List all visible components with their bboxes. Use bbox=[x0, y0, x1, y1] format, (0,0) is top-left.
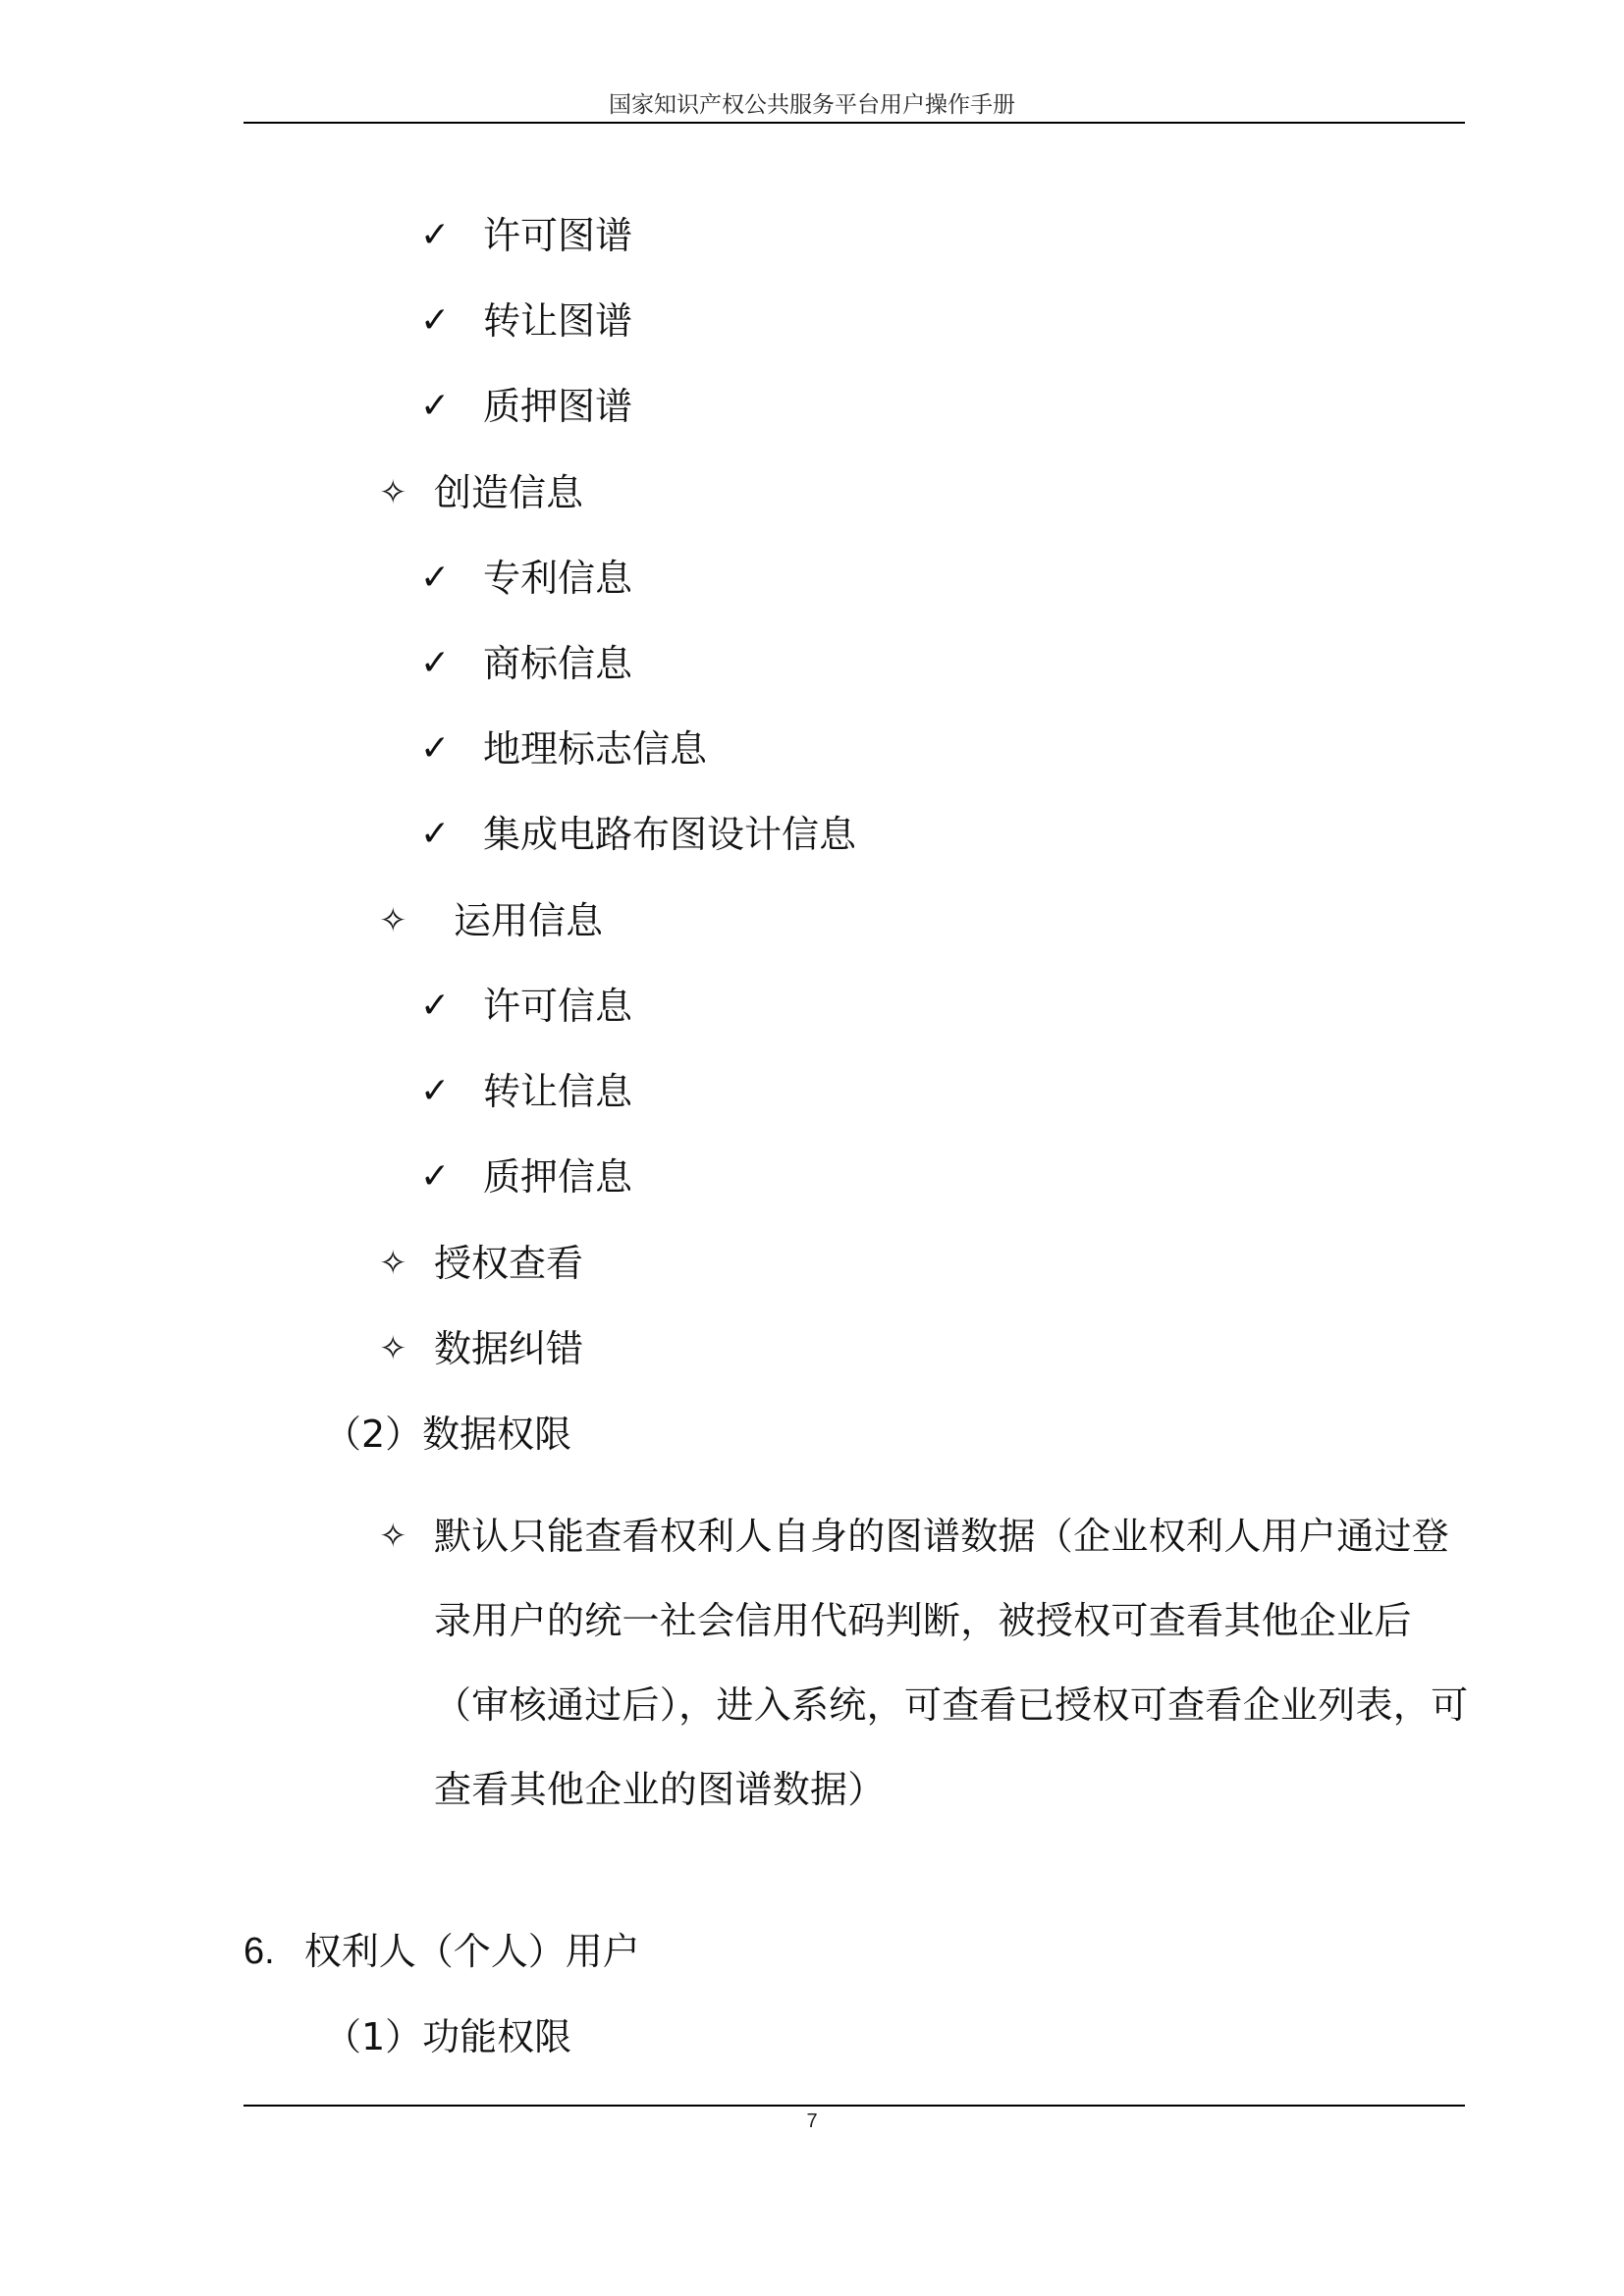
list-item bbox=[420, 642, 632, 685]
list-item-label: 许可信息 bbox=[483, 985, 633, 1028]
footer-rule bbox=[244, 2105, 1465, 2107]
list-item-label: 商标信息 bbox=[483, 642, 633, 685]
checkmark-icon: ✓ bbox=[420, 300, 451, 341]
group-label: 授权查看 bbox=[434, 1242, 584, 1285]
section-heading bbox=[244, 1930, 640, 1973]
checkmark-icon: ✓ bbox=[420, 386, 451, 426]
list-group-heading bbox=[379, 1327, 583, 1370]
paragraph-line: 查看其他企业的图谱数据） bbox=[434, 1768, 886, 1811]
list-group-heading bbox=[379, 471, 583, 514]
diamond-bullet-icon: ✧ bbox=[379, 473, 407, 512]
list-item bbox=[420, 385, 632, 428]
paragraph-line: 录用户的统一社会信用代码判断，被授权可查看其他企业后 bbox=[434, 1599, 1412, 1642]
list-item bbox=[420, 985, 632, 1028]
checkmark-icon: ✓ bbox=[420, 1071, 451, 1111]
list-item-label: 转让信息 bbox=[483, 1070, 633, 1113]
list-item bbox=[420, 214, 632, 257]
diamond-bullet-icon: ✧ bbox=[379, 1517, 407, 1556]
group-label: 创造信息 bbox=[434, 471, 584, 514]
list-item bbox=[420, 557, 632, 600]
list-item bbox=[420, 299, 632, 343]
list-item-label: 转让图谱 bbox=[483, 299, 633, 343]
checkmark-icon: ✓ bbox=[420, 1156, 451, 1197]
list-item-label: 质押图谱 bbox=[483, 385, 633, 428]
group-label: 数据纠错 bbox=[434, 1327, 584, 1370]
list-item-label: 专利信息 bbox=[483, 557, 633, 600]
list-group-heading bbox=[379, 899, 603, 942]
list-item bbox=[420, 1070, 632, 1113]
diamond-bullet-icon: ✧ bbox=[379, 901, 407, 940]
section-number: 6. bbox=[244, 1931, 275, 1972]
list-item-label: 质押信息 bbox=[483, 1155, 633, 1199]
list-item-label: 地理标志信息 bbox=[483, 727, 708, 771]
subsection-heading: （1）功能权限 bbox=[324, 2015, 572, 2058]
checkmark-icon: ✓ bbox=[420, 643, 451, 683]
subsection-heading: （2）数据权限 bbox=[324, 1413, 572, 1456]
list-item-label: 许可图谱 bbox=[483, 214, 633, 257]
list-item-label: 集成电路布图设计信息 bbox=[483, 813, 857, 856]
checkmark-icon: ✓ bbox=[420, 215, 451, 255]
page-number: 7 bbox=[806, 2110, 818, 2132]
list-item bbox=[420, 813, 856, 856]
checkmark-icon: ✓ bbox=[420, 558, 451, 598]
header-rule bbox=[244, 122, 1465, 124]
paragraph-line: （审核通过后），进入系统，可查看已授权可查看企业列表，可 bbox=[434, 1683, 1469, 1727]
page-header-title: 国家知识产权公共服务平台用户操作手册 bbox=[609, 92, 1015, 118]
group-label: 运用信息 bbox=[454, 899, 604, 942]
checkmark-icon: ✓ bbox=[420, 986, 451, 1026]
paragraph-line: 默认只能查看权利人自身的图谱数据（企业权利人用户通过登 bbox=[434, 1515, 1450, 1558]
list-item bbox=[420, 727, 707, 771]
checkmark-icon: ✓ bbox=[420, 728, 451, 769]
list-item bbox=[420, 1155, 632, 1199]
section-title: 权利人（个人）用户 bbox=[303, 1930, 640, 1973]
list-group-heading bbox=[379, 1242, 583, 1285]
diamond-bullet-icon: ✧ bbox=[379, 1329, 407, 1368]
diamond-bullet-icon: ✧ bbox=[379, 1244, 407, 1283]
checkmark-icon: ✓ bbox=[420, 814, 451, 854]
data-permission-paragraph bbox=[379, 1494, 1469, 1832]
